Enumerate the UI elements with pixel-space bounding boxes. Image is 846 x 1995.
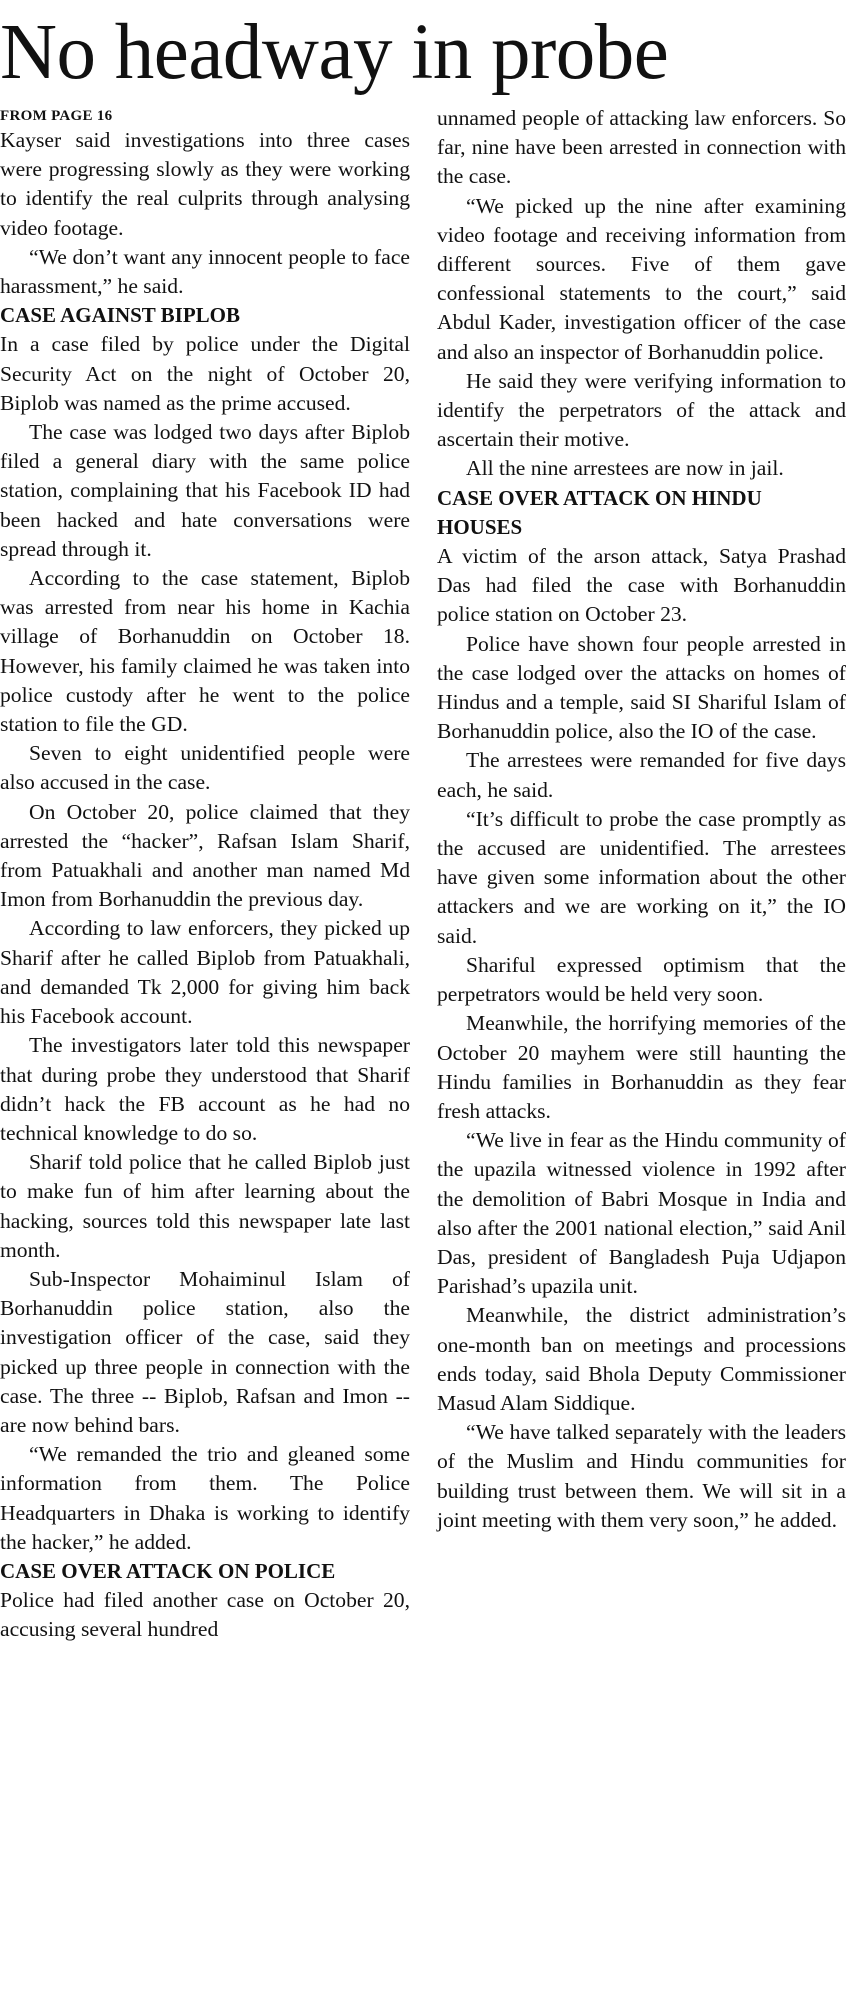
article-paragraph: unnamed people of attacking law enforcers. So far, nine have been arrested in connection with the case. <box>437 106 846 189</box>
article-paragraph: Meanwhile, the district administration’s one-month ban on meetings and processions ends today, said Bhola Deputy Commissioner Masud Alam Siddique. <box>437 1303 846 1415</box>
article-paragraph: In a case filed by police under the Digital Security Act on the night of October 20, Biplob was named as the prime accused. <box>0 332 410 415</box>
article-paragraph: “We picked up the nine after examining video footage and receiving information from different sources. Five of them gave confessional statements to the court,” said Abdul Kader, investigation officer of the case and also an inspector of Borhanuddin police. <box>437 193 846 364</box>
article-paragraph: Police have shown four people arrested in the case lodged over the attacks on homes of Hindus and a temple, said SI Shariful Islam of Borhanuddin police, also the IO of the case. <box>437 631 846 744</box>
right-column <box>437 104 846 1535</box>
article-paragraph: “We have talked separately with the leaders of the Muslim and Hindu communities for building trust between them. We will sit in a joint meeting with them very soon,” he added. <box>437 1420 846 1532</box>
article-paragraph: Seven to eight unidentified people were also accused in the case. <box>0 741 410 795</box>
article-paragraph: According to law enforcers, they picked up Sharif after he called Biplob from Patuakhali, and demanded Tk 2,000 for giving him back his Facebook account. <box>0 916 410 1029</box>
article-paragraph: The investigators later told this newspaper that during probe they understood that Sharif didn’t hack the FB account as he had no technical knowledge to do so. <box>0 1033 410 1145</box>
left-column-body <box>0 126 410 1645</box>
article-paragraph: Kayser said investigations into three cases were progressing slowly as they were working to identify the real culprits through analysing video footage. <box>0 128 410 240</box>
headline: No headway in probe <box>0 9 669 96</box>
article-paragraph: According to the case statement, Biplob was arrested from near his home in Kachia village of Borhanuddin on October 18. However, his family claimed he was taken into police custody after he went to the police station to file the GD. <box>0 566 410 737</box>
article-paragraph: Sharif told police that he called Biplob just to make fun of him after learning about the hacking, sources told this newspaper late last month. <box>0 1150 410 1262</box>
article-paragraph: The arrestees were remanded for five days each, he said. <box>437 748 846 802</box>
section-heading: CASE AGAINST BIPLOB <box>0 303 241 328</box>
article-paragraph: He said they were verifying information to identify the perpetrators of the attack and ascertain their motive. <box>437 368 846 452</box>
continuation-label: FROM PAGE 16 <box>0 108 113 124</box>
section-heading: CASE OVER ATTACK ON POLICE <box>0 1558 336 1583</box>
left-column <box>0 106 410 1645</box>
article-paragraph: On October 20, police claimed that they arrested the “hacker”, Rafsan Islam Sharif, from Patuakhali and another man named Md Imon from Borhanuddin the previous day. <box>0 799 410 912</box>
article-paragraph: “We live in fear as the Hindu community of the upazila witnessed violence in 1992 after the demolition of Babri Mosque in India and also after the 2001 national election,” said Anil Das, president of Bangladesh Puja Udjapon Parishad’s upazila unit. <box>437 1128 846 1299</box>
article-paragraph: Shariful expressed optimism that the perpetrators would be held very soon. <box>437 952 846 1007</box>
right-column-body <box>437 104 846 1535</box>
article-paragraph: “We don’t want any innocent people to face harassment,” he said. <box>0 244 410 299</box>
article-paragraph: “It’s difficult to probe the case promptly as the accused are unidentified. The arrestees have given some information about the other attackers and we are working on it,” the IO said. <box>437 806 846 948</box>
article-paragraph: All the nine arrestees are now in jail. <box>466 456 784 481</box>
article-paragraph: “We remanded the trio and gleaned some information from them. The Police Headquarters in Dhaka is working to identify the hacker,” he added. <box>0 1442 410 1554</box>
article-paragraph: Police had filed another case on October 20, accusing several hundred <box>0 1588 410 1642</box>
article-paragraph: A victim of the arson attack, Satya Prashad Das had filed the case with Borhanuddin police station on October 23. <box>437 544 846 627</box>
article-paragraph: Meanwhile, the horrifying memories of the October 20 mayhem were still haunting the Hindu families in Borhanuddin as they fear fresh attacks. <box>437 1011 846 1123</box>
article-paragraph: Sub-Inspector Mohaiminul Islam of Borhanuddin police station, also the investigation officer of the case, said they picked up three people in connection with the case. The three -- Biplob, Rafsan and Imon -- are now behind bars. <box>0 1266 410 1437</box>
article-paragraph: The case was lodged two days after Biplob filed a general diary with the same police station, complaining that his Facebook ID had been hacked and hate conversations were spread through it. <box>0 420 410 561</box>
section-heading: CASE OVER ATTACK ON HINDU HOUSES <box>437 485 762 539</box>
